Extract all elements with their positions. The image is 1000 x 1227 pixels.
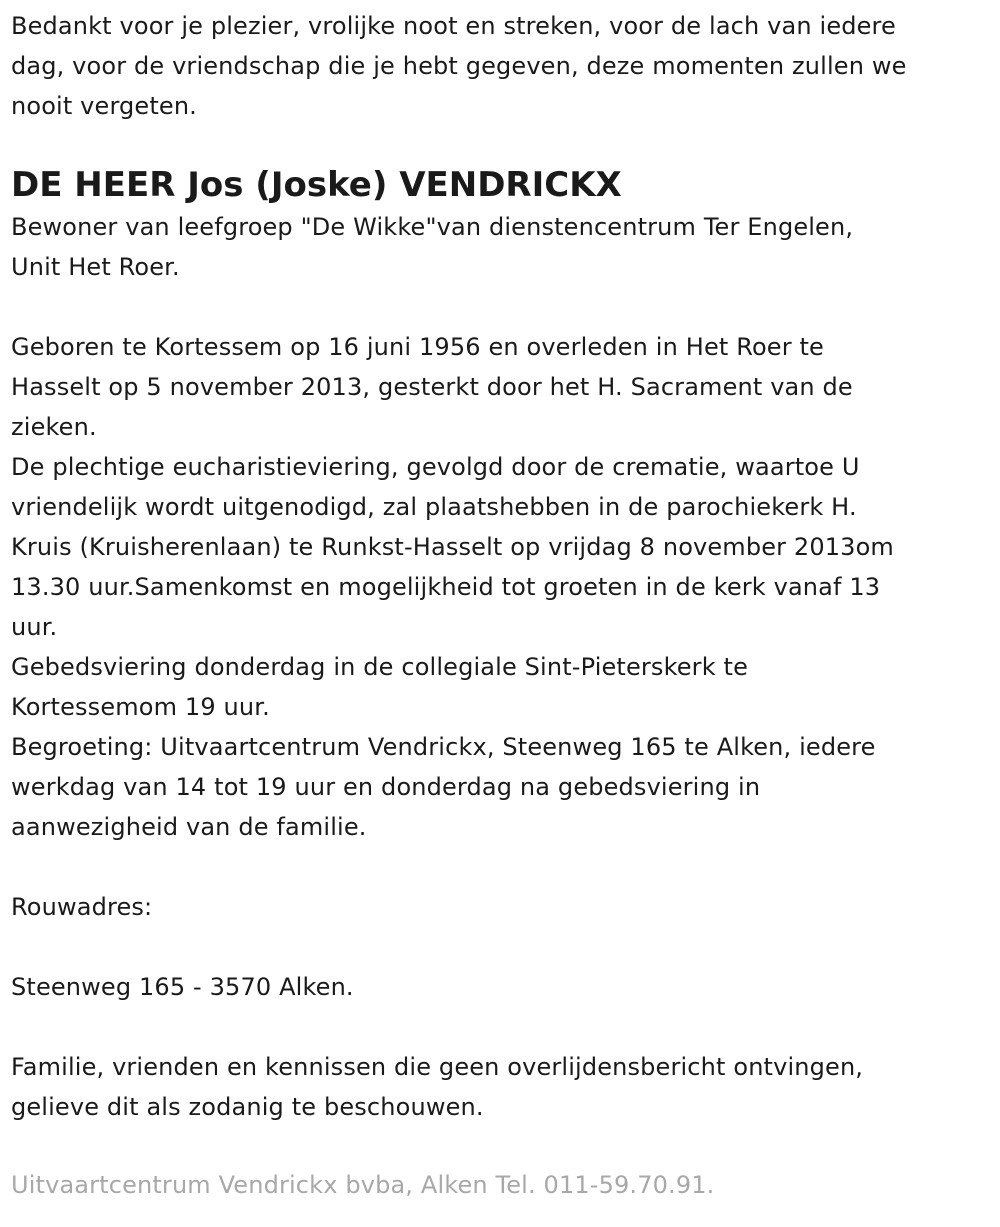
details-line: uur. [11,613,58,641]
details-line: De plechtige eucharistieviering, gevolgd door de crematie, waartoe U [11,453,860,481]
funeral-home-footer: Uitvaartcentrum Vendrickx bvba, Alken Tel. 011-59.70.91. [11,1171,715,1199]
details-line: Kruis (Kruisherenlaan) te Runkst-Hasselt op vrijdag 8 november 2013om [11,533,894,561]
spacer [11,1007,990,1047]
details-line: Gebedsviering donderdag in de collegiale Sint-Pieterskerk te [11,653,749,681]
residence-line: Bewoner van leefgroep "De Wikke"van dienstencentrum Ter Engelen, [11,213,854,241]
funeral-details [11,327,990,847]
address-label: Rouwadres: [11,893,153,921]
deceased-name: DE HEER Jos (Joske) VENDRICKX [11,165,622,205]
spacer [11,847,990,887]
notice-line: gelieve dit als zodanig te beschouwen. [11,1093,484,1121]
details-line: vriendelijk wordt uitgenodigd, zal plaatshebben in de parochiekerk H. [11,493,857,521]
notice [11,1047,990,1127]
details-line: Kortessemom 19 uur. [11,693,270,721]
residence-info [11,207,990,287]
details-line: Hasselt op 5 november 2013, gesterkt door het H. Sacrament van de [11,373,853,401]
details-line: zieken. [11,413,97,441]
details-line: werkdag van 14 tot 19 uur en donderdag na gebedsviering in [11,773,761,801]
intro-line: Bedankt voor je plezier, vrolijke noot en streken, voor de lach van iedere [11,12,896,40]
spacer [11,927,990,967]
intro-quote [11,6,990,126]
details-line: Begroeting: Uitvaartcentrum Vendrickx, Steenweg 165 te Alken, iedere [11,733,876,761]
notice-line: Familie, vrienden en kennissen die geen overlijdensbericht ontvingen, [11,1053,864,1081]
residence-line: Unit Het Roer. [11,253,180,281]
details-line: 13.30 uur.Samenkomst en mogelijkheid tot groeten in de kerk vanaf 13 [11,573,881,601]
address-value: Steenweg 165 - 3570 Alken. [11,973,354,1001]
details-line: aanwezigheid van de familie. [11,813,367,841]
intro-line: dag, voor de vriendschap die je hebt gegeven, deze momenten zullen we [11,52,907,80]
intro-line: nooit vergeten. [11,92,197,120]
spacer [11,287,990,327]
details-line: Geboren te Kortessem op 16 juni 1956 en overleden in Het Roer te [11,333,824,361]
